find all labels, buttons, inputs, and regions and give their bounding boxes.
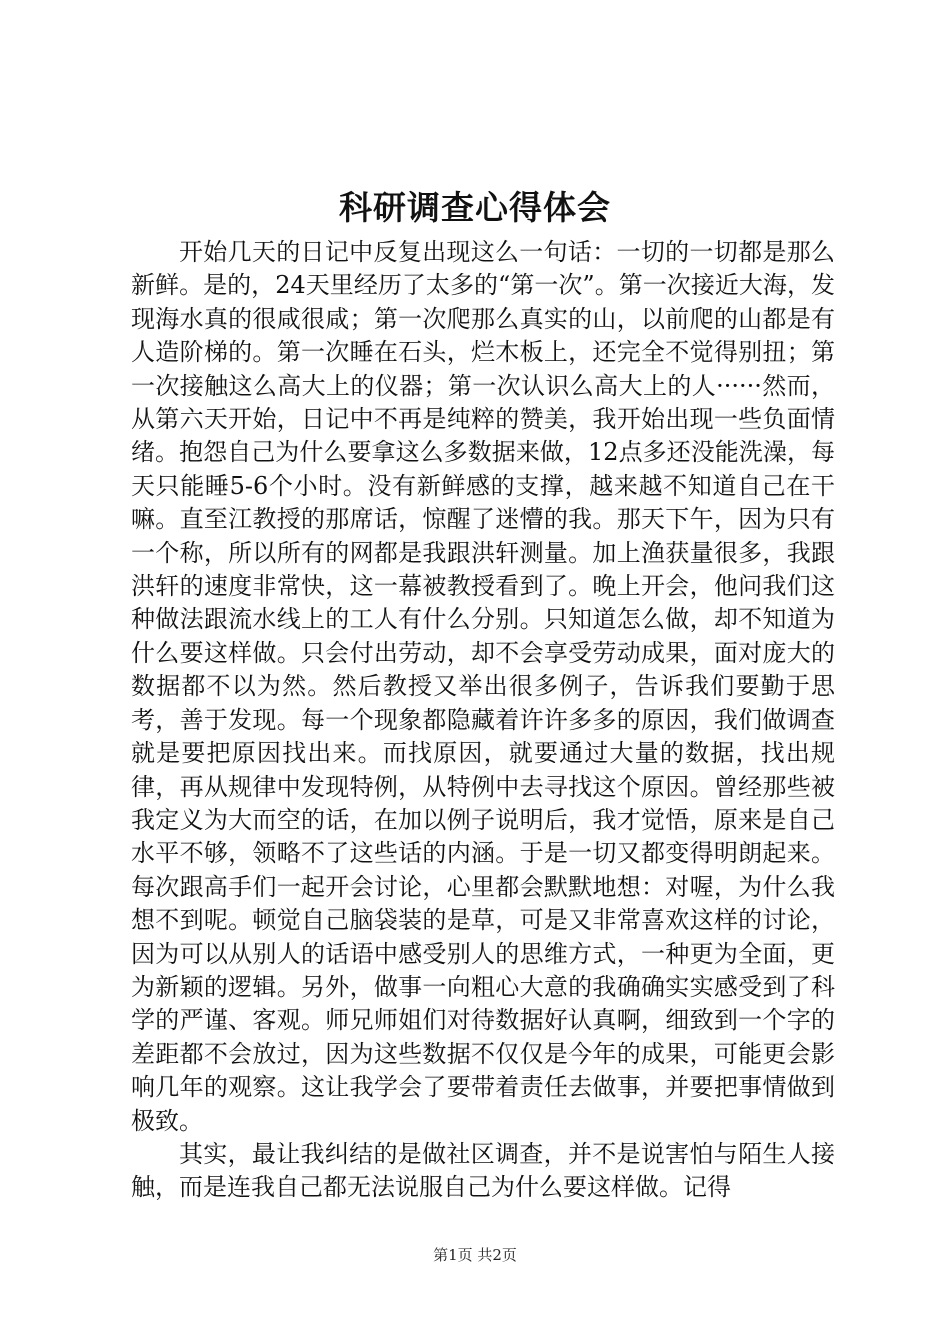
document-body	[131, 236, 835, 1205]
document-title: 科研调查心得体会	[339, 188, 611, 227]
paragraph-1: 开始几天的日记中反复出现这么一句话：一切的一切都是那么新鲜。是的，24天里经历了太多的“第一次”。第一次接近大海，发现海水真的很咸很咸；第一次爬那么真实的山，以前爬的山都是有人造阶梯的。第一次睡在石头，烂木板上，还完全不觉得别扭；第一次接触这么高大上的仪器；第一次认识么高大上的人······然而，从第六天开始，日记中不再是纯粹的赞美，我开始出现一些负面情绪。抱怨自己为什么要拿这么多数据来做，12点多还没能洗澡，每天只能睡5-6个小时。没有新鲜感的支撑，越来越不知道自己在干嘛。直至江教授的那席话，惊醒了迷懵的我。那天下午，因为只有一个称，所以所有的网都是我跟洪轩测量。加上渔获量很多，我跟洪轩的速度非常快，这一幕被教授看到了。晚上开会，他问我们这种做法跟流水线上的工人有什么分别。只知道怎么做，却不知道为什么要这样做。只会付出劳动，却不会享受劳动成果，面对庞大的数据都不以为然。然后教授又举出很多例子，告诉我们要勤于思考，善于发现。每一个现象都隐藏着许许多多的原因，我们做调查就是要把原因找出来。而找原因，就要通过大量的数据，找出规律，再从规律中发现特例，从特例中去寻找这个原因。曾经那些被我定义为大而空的话，在加以例子说明后，我才觉悟，原来是自己水平不够，领略不了这些话的内涵。于是一切又都变得明朗起来。每次跟高手们一起开会讨论，心里都会默默地想：对喔，为什么我想不到呢。顿觉自己脑袋装的是草，可是又非常喜欢这样的讨论，因为可以从别人的话语中感受别人的思维方式，一种更为全面，更为新颖的逻辑。另外，做事一向粗心大意的我确确实实感受到了科学的严谨、客观。师兄师姐们对待数据好认真啊，细致到一个字的差距都不会放过，因为这些数据不仅仅是今年的成果，可能更会影响几年的观察。这让我学会了要带着责任去做事，并要把事情做到极致。	[131, 238, 835, 1135]
paragraph-2: 其实，最让我纠结的是做社区调查，并不是说害怕与陌生人接触，而是连我自己都无法说服自己为什么要这样做。记得	[131, 1139, 835, 1202]
page-footer: 第1页 共2页	[433, 1246, 517, 1264]
